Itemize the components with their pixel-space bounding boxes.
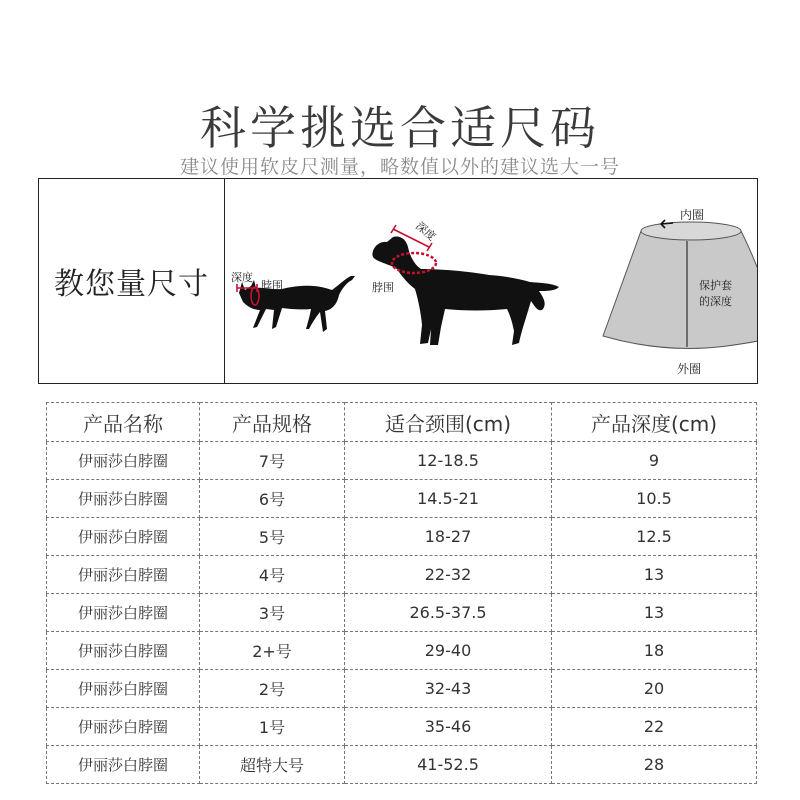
header-product-name: 产品名称 [47, 403, 200, 442]
table-row [47, 518, 757, 556]
cell-product-depth: 13 [552, 594, 757, 632]
cell-product-depth: 22 [552, 708, 757, 746]
cat-illustration [231, 270, 355, 332]
page-title: 科学挑选合适尺码 [200, 101, 600, 155]
cell-neck-size: 18-27 [345, 518, 552, 556]
dog-neck-label: 脖围 [372, 281, 394, 294]
cat-depth-label: 深度 [231, 271, 253, 284]
cone-depth-label-line1: 保护套 [699, 279, 732, 292]
table-row [47, 670, 757, 708]
cell-product-depth: 18 [552, 632, 757, 670]
cell-product-spec: 5号 [200, 518, 345, 556]
cone-outer-label: 外圈 [677, 362, 702, 376]
table-row [47, 480, 757, 518]
table-row [47, 708, 757, 746]
cat-neck-label: 脖围 [261, 279, 283, 292]
cell-product-spec: 4号 [200, 556, 345, 594]
cell-product-spec: 1号 [200, 708, 345, 746]
cell-neck-size: 41-52.5 [345, 746, 552, 784]
header-product-spec: 产品规格 [200, 403, 345, 442]
cell-product-spec: 7号 [200, 442, 345, 480]
cell-product-spec: 6号 [200, 480, 345, 518]
cell-product-name: 伊丽莎白脖圈 [47, 556, 200, 594]
cone-depth-label-line2: 的深度 [699, 295, 732, 308]
measure-guide-label: 教您量尺寸 [39, 179, 225, 383]
cell-neck-size: 22-32 [345, 556, 552, 594]
cell-neck-size: 26.5-37.5 [345, 594, 552, 632]
cone-illustration [603, 207, 757, 376]
size-table-container [46, 402, 756, 782]
table-header-row [47, 403, 757, 442]
cell-product-depth: 12.5 [552, 518, 757, 556]
cell-product-spec: 3号 [200, 594, 345, 632]
cell-product-name: 伊丽莎白脖圈 [47, 746, 200, 784]
cone-body [603, 231, 757, 348]
cell-product-depth: 10.5 [552, 480, 757, 518]
header-product-depth: 产品深度(cm) [552, 403, 757, 442]
cone-inner-label: 内圈 [680, 208, 705, 222]
table-row [47, 746, 757, 784]
dog-depth-label: 深度 [413, 219, 439, 244]
cell-product-name: 伊丽莎白脖圈 [47, 594, 200, 632]
dog-silhouette [372, 236, 559, 345]
cell-neck-size: 14.5-21 [345, 480, 552, 518]
cell-product-name: 伊丽莎白脖圈 [47, 480, 200, 518]
cell-product-spec: 超特大号 [200, 746, 345, 784]
cell-product-spec: 2+号 [200, 632, 345, 670]
cell-product-depth: 9 [552, 442, 757, 480]
cell-product-name: 伊丽莎白脖圈 [47, 670, 200, 708]
table-row [47, 594, 757, 632]
cell-product-depth: 28 [552, 746, 757, 784]
size-table [46, 402, 757, 784]
cell-product-depth: 13 [552, 556, 757, 594]
page-subtitle: 建议使用软皮尺测量，略数值以外的建议选大一号 [179, 156, 620, 178]
cell-product-spec: 2号 [200, 670, 345, 708]
dog-illustration [372, 219, 559, 345]
cone-inner-ring [641, 222, 741, 240]
cell-neck-size: 32-43 [345, 670, 552, 708]
cell-product-name: 伊丽莎白脖圈 [47, 518, 200, 556]
header-neck-size: 适合颈围(cm) [345, 403, 552, 442]
cell-neck-size: 12-18.5 [345, 442, 552, 480]
table-row [47, 632, 757, 670]
cell-product-name: 伊丽莎白脖圈 [47, 632, 200, 670]
size-table-body [47, 442, 757, 784]
table-row [47, 442, 757, 480]
cell-neck-size: 29-40 [345, 632, 552, 670]
measure-illustrations [225, 179, 757, 383]
cell-product-name: 伊丽莎白脖圈 [47, 708, 200, 746]
cell-product-name: 伊丽莎白脖圈 [47, 442, 200, 480]
cell-neck-size: 35-46 [345, 708, 552, 746]
measure-guide-panel [38, 178, 758, 384]
table-row [47, 556, 757, 594]
cell-product-depth: 20 [552, 670, 757, 708]
